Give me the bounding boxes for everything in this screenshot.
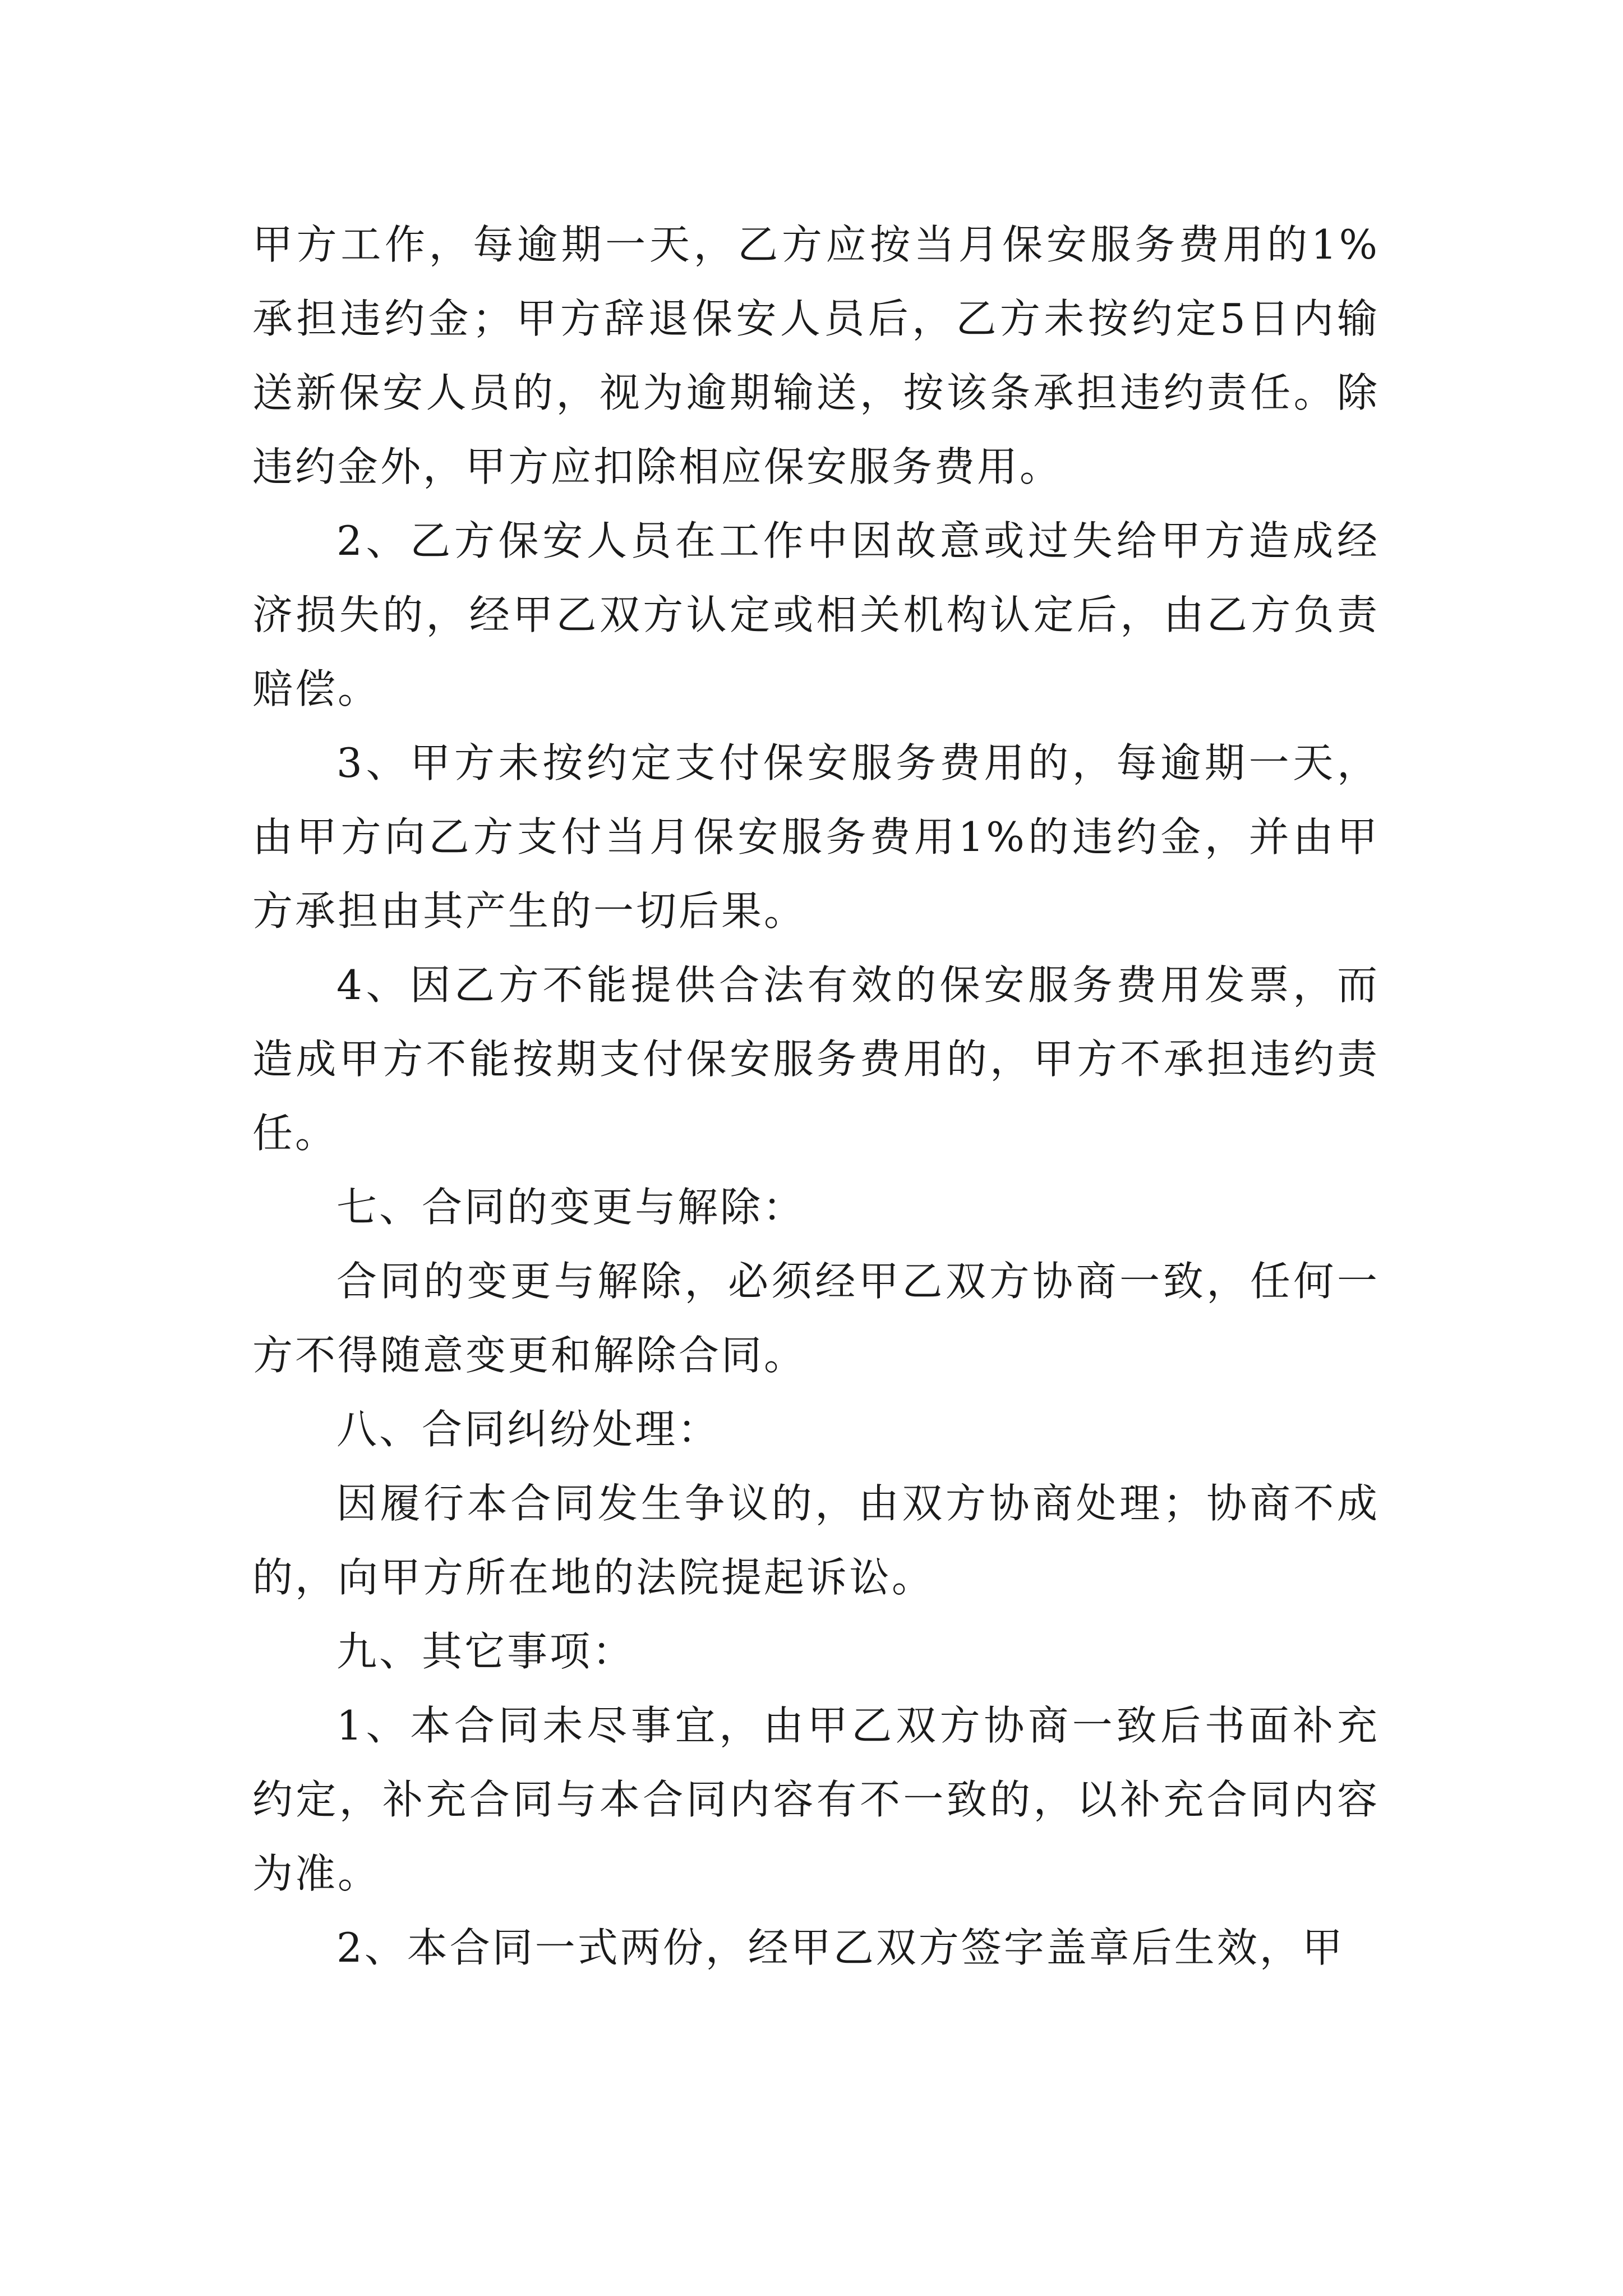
paragraph-dispute: 因履行本合同发生争议的，由双方协商处理；协商不成的，向甲方所在地的法院提起诉讼。 [252,1480,1380,1601]
paragraph-penalty-continued: 甲方工作，每逾期一天，乙方应按当月保安服务费用的1%承担违约金；甲方辞退保安人员后，乙方未按约定5日内输送新保安人员的，视为逾期输送，按该条承担违约责任。除违约金外，甲方应扣除相应保安服务费用。 [252,221,1380,490]
paragraph-change-termination: 合同的变更与解除，必须经甲乙双方协商一致，任何一方不得随意变更和解除合同。 [252,1258,1380,1379]
paragraph-other-2: 2、本合同一式两份，经甲乙双方签字盖章后生效，甲 [336,1924,1345,1971]
section-heading-nine: 九、其它事项： [336,1628,635,1675]
section-heading-seven: 七、合同的变更与解除： [336,1184,806,1231]
paragraph-clause-2: 2、乙方保安人员在工作中因故意或过失给甲方造成经济损失的，经甲乙双方认定或相关机构认定后，由乙方负责赔偿。 [252,517,1380,712]
document-body [252,208,1380,1985]
paragraph-clause-3: 3、甲方未按约定支付保安服务费用的，每逾期一天，由甲方向乙方支付当月保安服务费用1%的违约金，并由甲方承担由其产生的一切后果。 [252,739,1380,935]
section-heading-eight: 八、合同纠纷处理： [336,1406,721,1453]
paragraph-clause-4: 4、因乙方不能提供合法有效的保安服务费用发票，而造成甲方不能按期支付保安服务费用的，甲方不承担违约责任。 [252,961,1380,1157]
paragraph-other-1: 1、本合同未尽事宜，由甲乙双方协商一致后书面补充约定，补充合同与本合同内容有不一致的，以补充合同内容为准。 [252,1702,1380,1897]
